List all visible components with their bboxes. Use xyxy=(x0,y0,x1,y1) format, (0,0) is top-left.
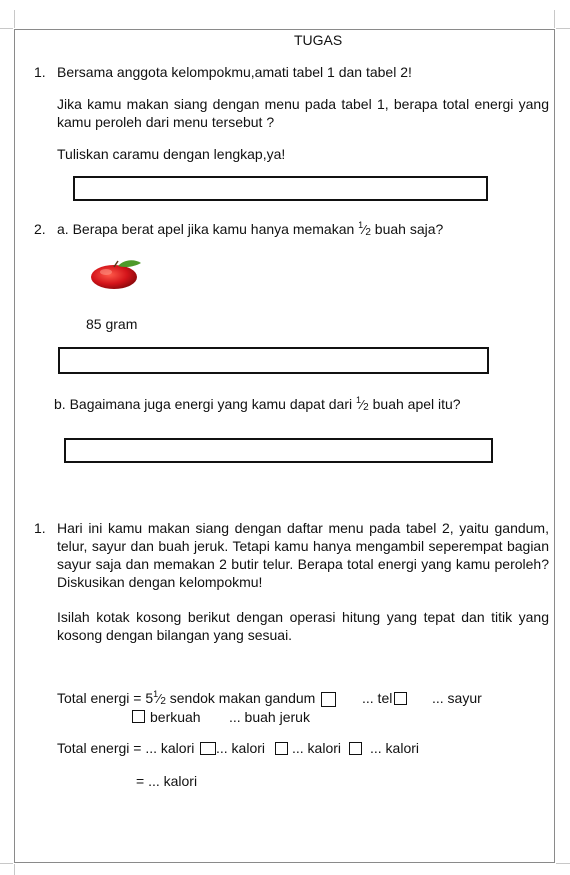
page-title: TUGAS xyxy=(294,32,343,48)
question-3-paragraph: Hari ini kamu makan siang dengan daftar menu pada tabel 2, yaitu gandum, telur, sayur dan buah jeruk. Tetapi kamu hanya mengambil seperempat bagian sayur saja dan memakan 2 butir telur. Berapa total energi yang kamu peroleh? Diskusikan dengan kelompokmu! xyxy=(57,520,549,590)
fraction-denominator: 2 xyxy=(365,227,371,238)
formula-orange-term: ... buah jeruk xyxy=(229,709,310,725)
answer-box-2b[interactable] xyxy=(64,438,493,463)
apple-image xyxy=(88,258,144,292)
fraction-slash: ⁄ xyxy=(158,691,161,706)
crop-mark xyxy=(0,863,13,864)
formula-kalori-2: ... kalori xyxy=(216,740,266,756)
question-2a-text xyxy=(57,221,443,238)
operator-box[interactable] xyxy=(132,710,145,723)
crop-mark xyxy=(14,10,15,28)
answer-box-2a[interactable] xyxy=(58,347,489,374)
formula-result: = ... kalori xyxy=(136,773,198,789)
question-1-number: 1. xyxy=(34,64,46,80)
operator-box[interactable] xyxy=(394,692,407,705)
operator-box[interactable] xyxy=(275,742,288,755)
crop-mark xyxy=(556,28,570,29)
formula-total-label: Total energi = 5 xyxy=(57,690,154,706)
fraction-slash: ⁄ xyxy=(363,222,366,237)
crop-mark xyxy=(556,863,570,864)
formula-soup-label: berkuah xyxy=(150,709,201,725)
formula-vegetable-term: ... sayur xyxy=(432,690,482,706)
question-2a-prefix: a. Berapa berat apel jika kamu hanya memakan xyxy=(57,221,359,237)
fraction-numerator: 1 xyxy=(355,395,361,405)
question-1-paragraph: Jika kamu makan siang dengan menu pada tabel 1, berapa total energi yang kamu peroleh dari menu tersebut ? xyxy=(57,96,549,130)
operator-box[interactable] xyxy=(200,742,216,755)
crop-mark xyxy=(554,10,555,28)
question-2b-prefix: b. Bagaimana juga energi yang kamu dapat dari xyxy=(54,396,356,412)
formula-line-3-start: Total energi = ... kalori xyxy=(57,740,195,756)
apple-weight: 85 gram xyxy=(86,316,138,332)
question-1-instruction: Tuliskan caramu dengan lengkap,ya! xyxy=(57,146,286,162)
formula-kalori-4: ... kalori xyxy=(370,740,420,756)
question-2b-suffix: buah apel itu? xyxy=(368,396,461,412)
crop-mark xyxy=(14,864,15,875)
formula-wheat-term: sendok makan gandum xyxy=(165,690,316,706)
operator-box[interactable] xyxy=(321,692,336,707)
fraction-denominator: 2 xyxy=(160,696,166,707)
crop-mark xyxy=(0,28,13,29)
fraction-denominator: 2 xyxy=(363,402,369,413)
question-2b-text xyxy=(54,396,461,413)
formula-line-1 xyxy=(57,690,315,707)
fraction-numerator: 1 xyxy=(153,689,159,699)
answer-box-1[interactable] xyxy=(73,176,488,201)
formula-kalori-3: ... kalori xyxy=(292,740,342,756)
question-1-text: Bersama anggota kelompokmu,amati tabel 1 dan tabel 2! xyxy=(57,64,412,80)
operator-box[interactable] xyxy=(349,742,362,755)
fraction-numerator: 1 xyxy=(358,220,364,230)
formula-egg-term: ... tel xyxy=(362,690,393,706)
question-2-number: 2. xyxy=(34,221,46,237)
question-2a-suffix: buah saja? xyxy=(370,221,444,237)
fraction-slash: ⁄ xyxy=(361,397,364,412)
question-3-number: 1. xyxy=(34,520,46,536)
question-3-instruction: Isilah kotak kosong berikut dengan operasi hitung yang tepat dan titik yang kosong dengan bilangan yang sesuai. xyxy=(57,609,549,643)
